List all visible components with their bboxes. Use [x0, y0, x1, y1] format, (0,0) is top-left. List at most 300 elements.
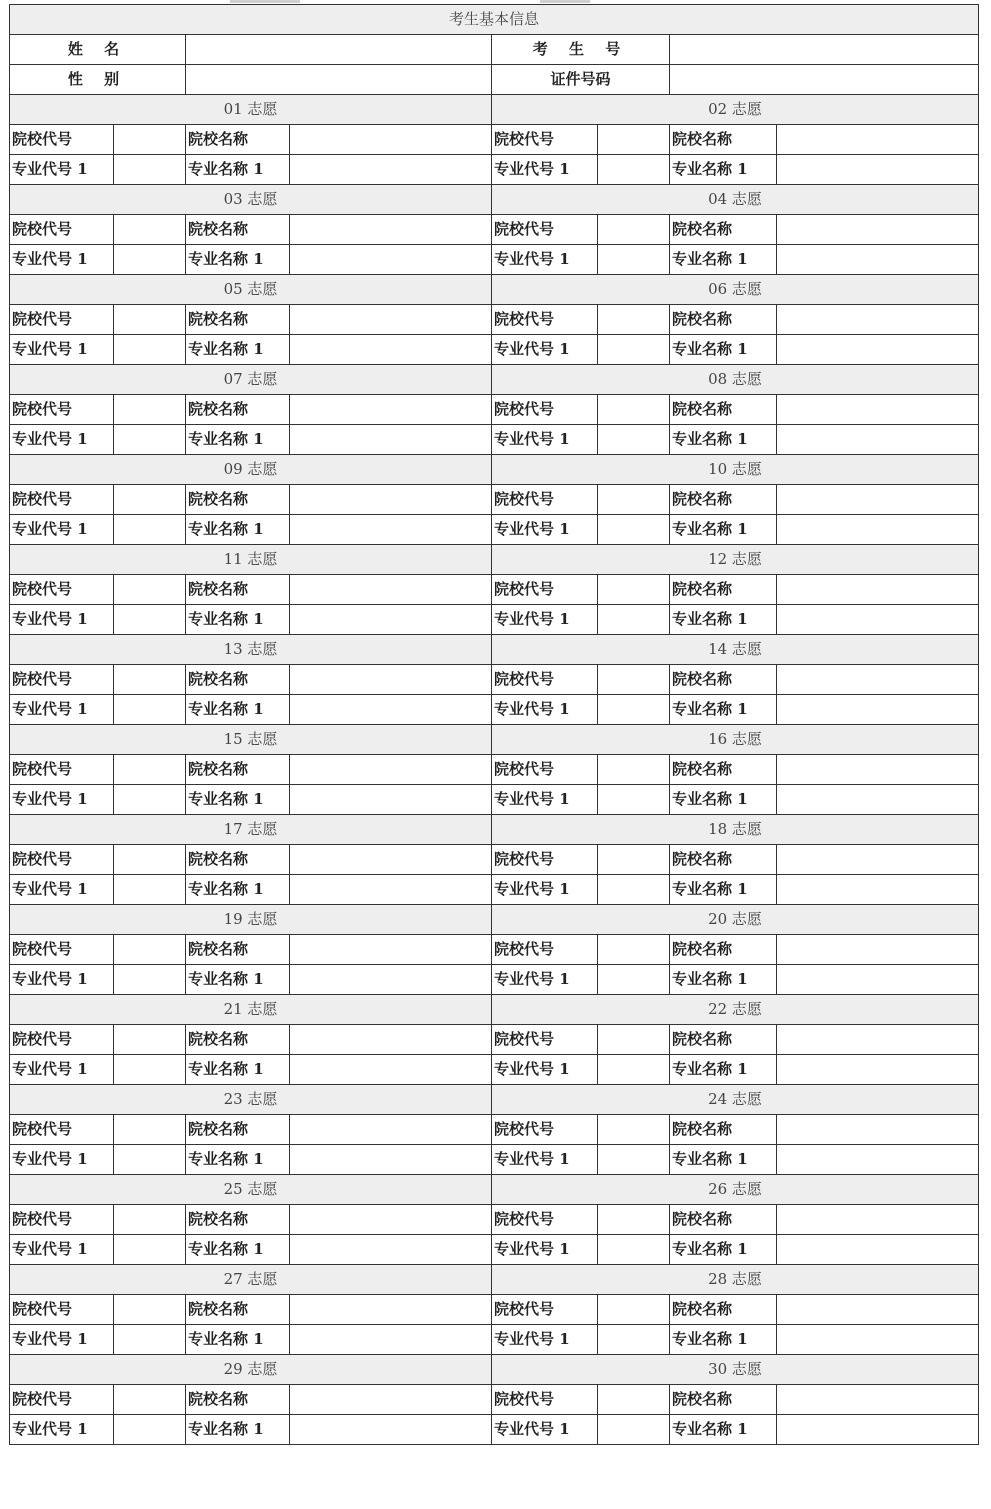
- school-code-field[interactable]: [114, 935, 186, 965]
- major-code-field[interactable]: [598, 335, 670, 365]
- wish-title: 11 志愿: [10, 545, 492, 575]
- wish-major-row: [10, 515, 979, 545]
- major-code-label: 专业代号 1: [10, 425, 114, 455]
- major-name-field[interactable]: [777, 1235, 979, 1265]
- wish-major-row: [10, 605, 979, 635]
- major-name-field[interactable]: [777, 425, 979, 455]
- wish-title: 25 志愿: [10, 1175, 492, 1205]
- major-code-label: 专业代号 1: [10, 515, 114, 545]
- major-code-label: 专业代号 1: [492, 155, 598, 185]
- school-code-label: 院校代号: [492, 215, 598, 245]
- wish-title: 24 志愿: [492, 1085, 979, 1115]
- wish-school-row: [10, 935, 979, 965]
- school-code-field[interactable]: [114, 1025, 186, 1055]
- school-code-label: 院校代号: [10, 485, 114, 515]
- major-name-field[interactable]: [777, 515, 979, 545]
- wish-title: 29 志愿: [10, 1355, 492, 1385]
- wish-major-row: [10, 1415, 979, 1445]
- gender-field[interactable]: [186, 65, 492, 95]
- major-code-field[interactable]: [114, 245, 186, 275]
- major-code-field[interactable]: [114, 965, 186, 995]
- major-code-label: 专业代号 1: [492, 605, 598, 635]
- wish-header-row: [10, 365, 979, 395]
- wish-title: 05 志愿: [10, 275, 492, 305]
- major-code-field[interactable]: [598, 425, 670, 455]
- major-code-label: 专业代号 1: [10, 875, 114, 905]
- school-code-label: 院校代号: [10, 1295, 114, 1325]
- major-code-field[interactable]: [114, 1325, 186, 1355]
- school-code-label: 院校代号: [10, 845, 114, 875]
- school-code-field[interactable]: [598, 1205, 670, 1235]
- wish-school-row: [10, 125, 979, 155]
- major-name-label: 专业名称 1: [186, 1415, 290, 1445]
- school-name-field[interactable]: [777, 1115, 979, 1145]
- school-name-label: 院校名称: [186, 395, 290, 425]
- school-name-label: 院校名称: [670, 755, 777, 785]
- school-name-label: 院校名称: [186, 845, 290, 875]
- school-name-label: 院校名称: [186, 215, 290, 245]
- major-name-field[interactable]: [290, 155, 492, 185]
- major-code-field[interactable]: [598, 785, 670, 815]
- major-code-field[interactable]: [598, 1415, 670, 1445]
- school-name-field[interactable]: [777, 1025, 979, 1055]
- school-name-field[interactable]: [290, 1205, 492, 1235]
- school-code-field[interactable]: [598, 395, 670, 425]
- major-name-label: 专业名称 1: [186, 785, 290, 815]
- wish-major-row: [10, 155, 979, 185]
- school-code-field[interactable]: [598, 1295, 670, 1325]
- school-name-label: 院校名称: [670, 1025, 777, 1055]
- major-name-field[interactable]: [290, 335, 492, 365]
- major-code-label: 专业代号 1: [10, 155, 114, 185]
- school-name-field[interactable]: [777, 125, 979, 155]
- major-code-label: 专业代号 1: [492, 1235, 598, 1265]
- school-name-field[interactable]: [290, 395, 492, 425]
- major-name-label: 专业名称 1: [670, 1055, 777, 1085]
- major-name-field[interactable]: [290, 515, 492, 545]
- major-code-label: 专业代号 1: [492, 1325, 598, 1355]
- major-code-field[interactable]: [114, 875, 186, 905]
- school-code-field[interactable]: [598, 1025, 670, 1055]
- school-name-field[interactable]: [290, 1025, 492, 1055]
- wish-title: 09 志愿: [10, 455, 492, 485]
- wish-title: 15 志愿: [10, 725, 492, 755]
- wish-major-row: [10, 425, 979, 455]
- school-code-field[interactable]: [598, 1385, 670, 1415]
- major-code-field[interactable]: [114, 1235, 186, 1265]
- school-name-label: 院校名称: [670, 1385, 777, 1415]
- school-code-field[interactable]: [114, 215, 186, 245]
- major-name-field[interactable]: [777, 875, 979, 905]
- major-code-field[interactable]: [114, 515, 186, 545]
- wish-title: 21 志愿: [10, 995, 492, 1025]
- major-code-field[interactable]: [114, 425, 186, 455]
- name-label: 姓 名: [10, 35, 186, 65]
- wish-header-row: [10, 635, 979, 665]
- major-code-field[interactable]: [114, 1145, 186, 1175]
- major-code-field[interactable]: [598, 155, 670, 185]
- school-name-label: 院校名称: [186, 125, 290, 155]
- major-name-field[interactable]: [290, 785, 492, 815]
- school-code-field[interactable]: [114, 845, 186, 875]
- school-name-field[interactable]: [290, 125, 492, 155]
- gender-label: 性 别: [10, 65, 186, 95]
- name-field[interactable]: [186, 35, 492, 65]
- basic-info-header-row: [10, 5, 979, 35]
- major-code-field[interactable]: [114, 695, 186, 725]
- school-code-label: 院校代号: [492, 1115, 598, 1145]
- wish-title: 12 志愿: [492, 545, 979, 575]
- wish-title: 06 志愿: [492, 275, 979, 305]
- wish-school-row: [10, 395, 979, 425]
- major-code-field[interactable]: [598, 245, 670, 275]
- school-code-label: 院校代号: [10, 215, 114, 245]
- wish-header-row: [10, 275, 979, 305]
- major-code-label: 专业代号 1: [10, 785, 114, 815]
- school-code-label: 院校代号: [10, 1205, 114, 1235]
- school-code-label: 院校代号: [492, 485, 598, 515]
- school-name-label: 院校名称: [670, 665, 777, 695]
- major-code-field[interactable]: [598, 1235, 670, 1265]
- major-name-label: 专业名称 1: [670, 695, 777, 725]
- school-name-label: 院校名称: [670, 1205, 777, 1235]
- major-code-label: 专业代号 1: [10, 1145, 114, 1175]
- wish-school-row: [10, 845, 979, 875]
- wish-school-row: [10, 1115, 979, 1145]
- school-code-field[interactable]: [598, 1115, 670, 1145]
- school-name-field[interactable]: [290, 1115, 492, 1145]
- major-code-label: 专业代号 1: [10, 1235, 114, 1265]
- school-name-field[interactable]: [290, 1385, 492, 1415]
- school-name-field[interactable]: [777, 575, 979, 605]
- major-code-label: 专业代号 1: [492, 425, 598, 455]
- wish-major-row: [10, 785, 979, 815]
- major-code-field[interactable]: [114, 605, 186, 635]
- major-name-label: 专业名称 1: [670, 1235, 777, 1265]
- school-name-field[interactable]: [290, 845, 492, 875]
- major-name-label: 专业名称 1: [186, 515, 290, 545]
- major-name-label: 专业名称 1: [670, 425, 777, 455]
- wish-title: 01 志愿: [10, 95, 492, 125]
- major-name-field[interactable]: [290, 965, 492, 995]
- school-code-label: 院校代号: [492, 1025, 598, 1055]
- wish-header-row: [10, 1175, 979, 1205]
- school-code-field[interactable]: [114, 665, 186, 695]
- school-name-label: 院校名称: [186, 665, 290, 695]
- school-code-field[interactable]: [114, 485, 186, 515]
- major-name-field[interactable]: [290, 1055, 492, 1085]
- school-code-label: 院校代号: [10, 935, 114, 965]
- school-code-field[interactable]: [114, 1385, 186, 1415]
- major-code-label: 专业代号 1: [10, 1325, 114, 1355]
- school-name-field[interactable]: [777, 395, 979, 425]
- major-code-label: 专业代号 1: [10, 1415, 114, 1445]
- cropped-top-fragment: [230, 0, 300, 3]
- major-code-label: 专业代号 1: [492, 1055, 598, 1085]
- school-name-field[interactable]: [290, 305, 492, 335]
- wish-title: 30 志愿: [492, 1355, 979, 1385]
- school-name-field[interactable]: [777, 215, 979, 245]
- wish-major-row: [10, 335, 979, 365]
- school-name-label: 院校名称: [186, 1115, 290, 1145]
- major-code-label: 专业代号 1: [492, 335, 598, 365]
- school-code-label: 院校代号: [492, 575, 598, 605]
- wish-school-row: [10, 755, 979, 785]
- school-code-field[interactable]: [598, 485, 670, 515]
- school-code-label: 院校代号: [10, 755, 114, 785]
- school-name-label: 院校名称: [670, 575, 777, 605]
- school-name-field[interactable]: [290, 665, 492, 695]
- school-code-field[interactable]: [114, 1295, 186, 1325]
- school-name-label: 院校名称: [670, 485, 777, 515]
- wish-school-row: [10, 1205, 979, 1235]
- wish-header-row: [10, 545, 979, 575]
- major-name-field[interactable]: [777, 1325, 979, 1355]
- school-code-field[interactable]: [114, 125, 186, 155]
- wish-title: 22 志愿: [492, 995, 979, 1025]
- school-name-field[interactable]: [290, 755, 492, 785]
- school-name-label: 院校名称: [186, 1295, 290, 1325]
- cropped-top-fragment: [540, 0, 590, 3]
- school-name-label: 院校名称: [670, 395, 777, 425]
- school-code-field[interactable]: [114, 305, 186, 335]
- major-code-label: 专业代号 1: [492, 695, 598, 725]
- major-name-label: 专业名称 1: [670, 605, 777, 635]
- school-code-field[interactable]: [114, 395, 186, 425]
- major-code-label: 专业代号 1: [10, 695, 114, 725]
- school-name-label: 院校名称: [670, 845, 777, 875]
- id-number-label: 证件号码: [492, 65, 670, 95]
- school-code-label: 院校代号: [492, 305, 598, 335]
- wish-header-row: [10, 455, 979, 485]
- wish-title: 23 志愿: [10, 1085, 492, 1115]
- major-code-field[interactable]: [598, 1325, 670, 1355]
- major-name-label: 专业名称 1: [186, 965, 290, 995]
- major-code-field[interactable]: [114, 1055, 186, 1085]
- school-code-field[interactable]: [598, 305, 670, 335]
- major-name-label: 专业名称 1: [670, 155, 777, 185]
- major-code-field[interactable]: [598, 875, 670, 905]
- major-code-label: 专业代号 1: [492, 875, 598, 905]
- school-name-label: 院校名称: [186, 1025, 290, 1055]
- major-code-field[interactable]: [598, 1055, 670, 1085]
- school-code-label: 院校代号: [492, 1205, 598, 1235]
- wish-school-row: [10, 1295, 979, 1325]
- major-name-label: 专业名称 1: [186, 605, 290, 635]
- school-code-label: 院校代号: [10, 125, 114, 155]
- school-name-field[interactable]: [777, 1295, 979, 1325]
- major-name-field[interactable]: [290, 695, 492, 725]
- school-name-field[interactable]: [777, 845, 979, 875]
- wish-school-row: [10, 485, 979, 515]
- school-name-field[interactable]: [290, 1295, 492, 1325]
- major-name-label: 专业名称 1: [670, 1145, 777, 1175]
- school-code-field[interactable]: [598, 665, 670, 695]
- major-name-label: 专业名称 1: [186, 1235, 290, 1265]
- major-name-field[interactable]: [777, 245, 979, 275]
- school-code-label: 院校代号: [10, 305, 114, 335]
- school-name-field[interactable]: [777, 1385, 979, 1415]
- major-code-field[interactable]: [598, 605, 670, 635]
- school-code-field[interactable]: [598, 755, 670, 785]
- major-name-field[interactable]: [290, 1415, 492, 1445]
- school-name-field[interactable]: [290, 935, 492, 965]
- school-name-label: 院校名称: [186, 575, 290, 605]
- major-name-label: 专业名称 1: [186, 155, 290, 185]
- wish-title: 10 志愿: [492, 455, 979, 485]
- school-name-label: 院校名称: [670, 935, 777, 965]
- major-code-field[interactable]: [598, 695, 670, 725]
- major-code-label: 专业代号 1: [492, 1415, 598, 1445]
- major-name-label: 专业名称 1: [670, 1325, 777, 1355]
- major-name-label: 专业名称 1: [186, 335, 290, 365]
- major-name-field[interactable]: [290, 1235, 492, 1265]
- major-code-label: 专业代号 1: [10, 1055, 114, 1085]
- school-name-label: 院校名称: [186, 1385, 290, 1415]
- school-name-label: 院校名称: [670, 1295, 777, 1325]
- school-code-label: 院校代号: [492, 755, 598, 785]
- school-name-field[interactable]: [290, 575, 492, 605]
- school-name-label: 院校名称: [670, 125, 777, 155]
- school-name-field[interactable]: [777, 755, 979, 785]
- application-form-table: [9, 4, 979, 1445]
- basic-info-row-1: [10, 35, 979, 65]
- school-code-label: 院校代号: [10, 1115, 114, 1145]
- school-name-label: 院校名称: [186, 305, 290, 335]
- major-code-field[interactable]: [114, 335, 186, 365]
- wish-title: 16 志愿: [492, 725, 979, 755]
- wish-header-row: [10, 815, 979, 845]
- school-code-field[interactable]: [114, 755, 186, 785]
- major-code-field[interactable]: [114, 155, 186, 185]
- school-name-field[interactable]: [777, 665, 979, 695]
- school-name-field[interactable]: [777, 1205, 979, 1235]
- school-code-field[interactable]: [114, 575, 186, 605]
- school-name-field[interactable]: [777, 935, 979, 965]
- major-code-label: 专业代号 1: [492, 1145, 598, 1175]
- wish-title: 27 志愿: [10, 1265, 492, 1295]
- school-name-field[interactable]: [290, 485, 492, 515]
- major-name-field[interactable]: [777, 965, 979, 995]
- school-code-field[interactable]: [114, 1205, 186, 1235]
- school-name-field[interactable]: [777, 305, 979, 335]
- wish-title: 19 志愿: [10, 905, 492, 935]
- major-name-field[interactable]: [777, 335, 979, 365]
- school-code-label: 院校代号: [10, 665, 114, 695]
- major-name-label: 专业名称 1: [186, 1145, 290, 1175]
- wish-title: 08 志愿: [492, 365, 979, 395]
- school-name-label: 院校名称: [670, 215, 777, 245]
- wish-title: 18 志愿: [492, 815, 979, 845]
- major-name-field[interactable]: [290, 875, 492, 905]
- major-name-field[interactable]: [777, 1415, 979, 1445]
- major-name-field[interactable]: [777, 1055, 979, 1085]
- school-code-field[interactable]: [598, 215, 670, 245]
- school-code-label: 院校代号: [492, 1295, 598, 1325]
- major-name-field[interactable]: [290, 1325, 492, 1355]
- wish-school-row: [10, 1385, 979, 1415]
- major-name-field[interactable]: [777, 605, 979, 635]
- school-code-field[interactable]: [598, 845, 670, 875]
- school-code-field[interactable]: [114, 1115, 186, 1145]
- school-name-field[interactable]: [777, 485, 979, 515]
- major-code-field[interactable]: [598, 515, 670, 545]
- school-code-label: 院校代号: [492, 1385, 598, 1415]
- major-name-label: 专业名称 1: [670, 245, 777, 275]
- major-name-field[interactable]: [777, 1145, 979, 1175]
- major-code-label: 专业代号 1: [492, 245, 598, 275]
- wish-major-row: [10, 965, 979, 995]
- wish-school-row: [10, 665, 979, 695]
- wish-header-row: [10, 1355, 979, 1385]
- major-code-field[interactable]: [598, 1145, 670, 1175]
- school-name-label: 院校名称: [670, 1115, 777, 1145]
- major-name-label: 专业名称 1: [186, 425, 290, 455]
- major-name-label: 专业名称 1: [670, 875, 777, 905]
- wish-header-row: [10, 1085, 979, 1115]
- school-code-label: 院校代号: [492, 125, 598, 155]
- wish-major-row: [10, 1325, 979, 1355]
- major-name-label: 专业名称 1: [670, 515, 777, 545]
- school-code-label: 院校代号: [10, 395, 114, 425]
- major-name-field[interactable]: [777, 155, 979, 185]
- wish-school-row: [10, 305, 979, 335]
- wish-title: 02 志愿: [492, 95, 979, 125]
- school-name-label: 院校名称: [186, 935, 290, 965]
- school-name-field[interactable]: [290, 215, 492, 245]
- major-name-field[interactable]: [290, 425, 492, 455]
- wish-title: 13 志愿: [10, 635, 492, 665]
- school-name-label: 院校名称: [186, 1205, 290, 1235]
- major-code-label: 专业代号 1: [10, 965, 114, 995]
- wish-school-row: [10, 1025, 979, 1055]
- major-name-label: 专业名称 1: [670, 785, 777, 815]
- school-code-field[interactable]: [598, 575, 670, 605]
- major-name-label: 专业名称 1: [186, 1325, 290, 1355]
- major-code-field[interactable]: [114, 1415, 186, 1445]
- school-code-field[interactable]: [598, 935, 670, 965]
- school-code-field[interactable]: [598, 125, 670, 155]
- wish-header-row: [10, 1265, 979, 1295]
- major-name-label: 专业名称 1: [186, 875, 290, 905]
- major-code-field[interactable]: [598, 965, 670, 995]
- id-number-field[interactable]: [670, 65, 979, 95]
- major-name-label: 专业名称 1: [186, 1055, 290, 1085]
- major-name-field[interactable]: [290, 245, 492, 275]
- wish-title: 20 志愿: [492, 905, 979, 935]
- wish-header-row: [10, 185, 979, 215]
- wish-header-row: [10, 905, 979, 935]
- wish-header-row: [10, 725, 979, 755]
- wish-major-row: [10, 875, 979, 905]
- major-name-label: 专业名称 1: [670, 335, 777, 365]
- major-name-label: 专业名称 1: [186, 245, 290, 275]
- wish-major-row: [10, 245, 979, 275]
- major-name-field[interactable]: [777, 785, 979, 815]
- major-code-field[interactable]: [114, 785, 186, 815]
- school-name-label: 院校名称: [186, 755, 290, 785]
- major-name-field[interactable]: [777, 695, 979, 725]
- wish-title: 14 志愿: [492, 635, 979, 665]
- major-code-label: 专业代号 1: [10, 335, 114, 365]
- wish-title: 26 志愿: [492, 1175, 979, 1205]
- major-name-field[interactable]: [290, 1145, 492, 1175]
- wish-title: 07 志愿: [10, 365, 492, 395]
- wish-major-row: [10, 695, 979, 725]
- exam-number-field[interactable]: [670, 35, 979, 65]
- major-name-label: 专业名称 1: [670, 965, 777, 995]
- major-name-field[interactable]: [290, 605, 492, 635]
